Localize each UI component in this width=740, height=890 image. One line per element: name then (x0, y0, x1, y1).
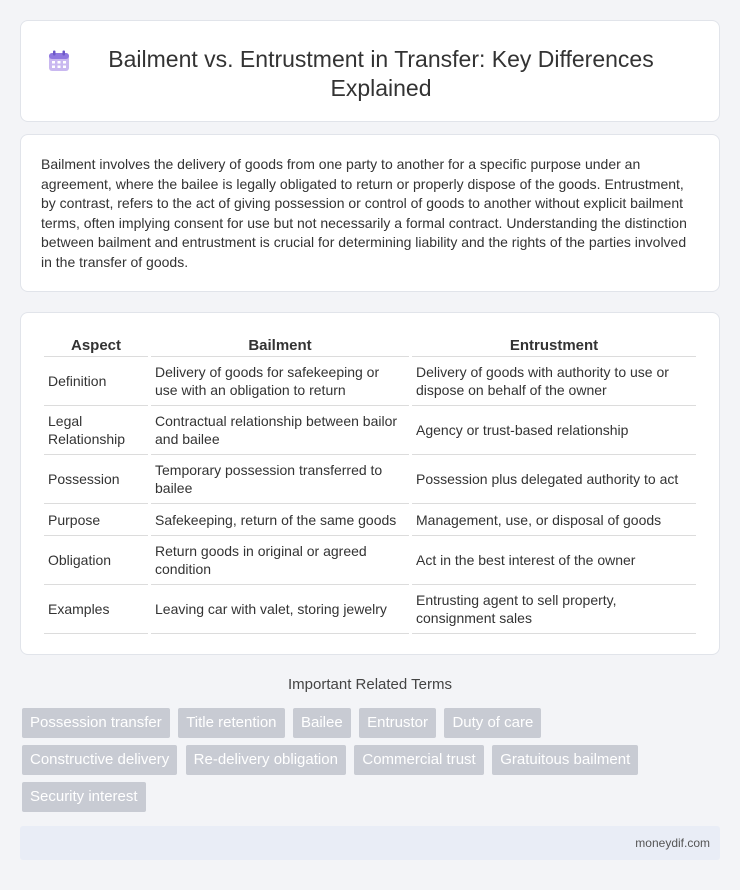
row-aspect: Purpose (44, 504, 148, 536)
related-term-tag[interactable]: Commercial trust (354, 745, 483, 775)
table-row (44, 406, 696, 455)
related-term-tag[interactable]: Gratuitous bailment (492, 745, 638, 775)
table-row (44, 536, 696, 585)
table-header-row (44, 333, 696, 357)
intro-card (20, 134, 720, 292)
row-aspect: Possession (44, 455, 148, 504)
row-entrustment: Delivery of goods with authority to use or dispose on behalf of the owner (412, 357, 696, 406)
row-bailment: Return goods in original or agreed condition (151, 536, 409, 585)
row-bailment: Safekeeping, return of the same goods (151, 504, 409, 536)
header-bailment: Bailment (151, 333, 409, 357)
row-entrustment: Act in the best interest of the owner (412, 536, 696, 585)
related-term-tag[interactable]: Re-delivery obligation (186, 745, 346, 775)
table-row (44, 504, 696, 536)
row-bailment: Leaving car with valet, storing jewelry (151, 585, 409, 634)
related-term-tag[interactable]: Duty of care (444, 708, 541, 738)
related-term-tag[interactable]: Entrustor (359, 708, 436, 738)
header-entrustment: Entrustment (412, 333, 696, 357)
row-bailment: Contractual relationship between bailor and bailee (151, 406, 409, 455)
table-row (44, 357, 696, 406)
row-bailment: Temporary possession transferred to bailee (151, 455, 409, 504)
row-aspect: Obligation (44, 536, 148, 585)
row-entrustment: Agency or trust-based relationship (412, 406, 696, 455)
row-aspect: Legal Relationship (44, 406, 148, 455)
related-term-tag[interactable]: Possession transfer (22, 708, 170, 738)
header-aspect: Aspect (44, 333, 148, 357)
table-row (44, 455, 696, 504)
comparison-table-card (20, 312, 720, 655)
row-entrustment: Possession plus delegated authority to act (412, 455, 696, 504)
row-aspect: Examples (44, 585, 148, 634)
row-entrustment: Management, use, or disposal of goods (412, 504, 696, 536)
related-term-tag[interactable]: Bailee (293, 708, 351, 738)
comparison-table (41, 333, 699, 634)
title-card (20, 20, 720, 122)
footer (20, 826, 720, 860)
related-term-tag[interactable]: Constructive delivery (22, 745, 177, 775)
related-terms-heading: Important Related Terms (288, 676, 452, 693)
table-row (44, 585, 696, 634)
page-title: Bailment vs. Entrustment in Transfer: Key Differences Explained (108, 46, 654, 101)
related-term-tag[interactable]: Title retention (178, 708, 284, 738)
related-terms-list (22, 708, 702, 819)
related-term-tag[interactable]: Security interest (22, 782, 146, 812)
row-aspect: Definition (44, 357, 148, 406)
row-bailment: Delivery of goods for safekeeping or use with an obligation to return (151, 357, 409, 406)
row-entrustment: Entrusting agent to sell property, consignment sales (412, 585, 696, 634)
intro-paragraph: Bailment involves the delivery of goods from one party to another for a specific purpose under an agreement, where the bailee is legally obligated to return or properly dispose of the goods. Entrustment, by contrast, refers to the act of giving possession or control of goods to another without explicit bailment terms, often implying consent for use but not necessarily a formal contract. Understanding the distinction between bailment and entrustment is crucial for determining liability and the rights of the parties involved in the transfer of goods. (41, 156, 687, 270)
footer-site-link[interactable]: moneydif.com (635, 836, 710, 850)
